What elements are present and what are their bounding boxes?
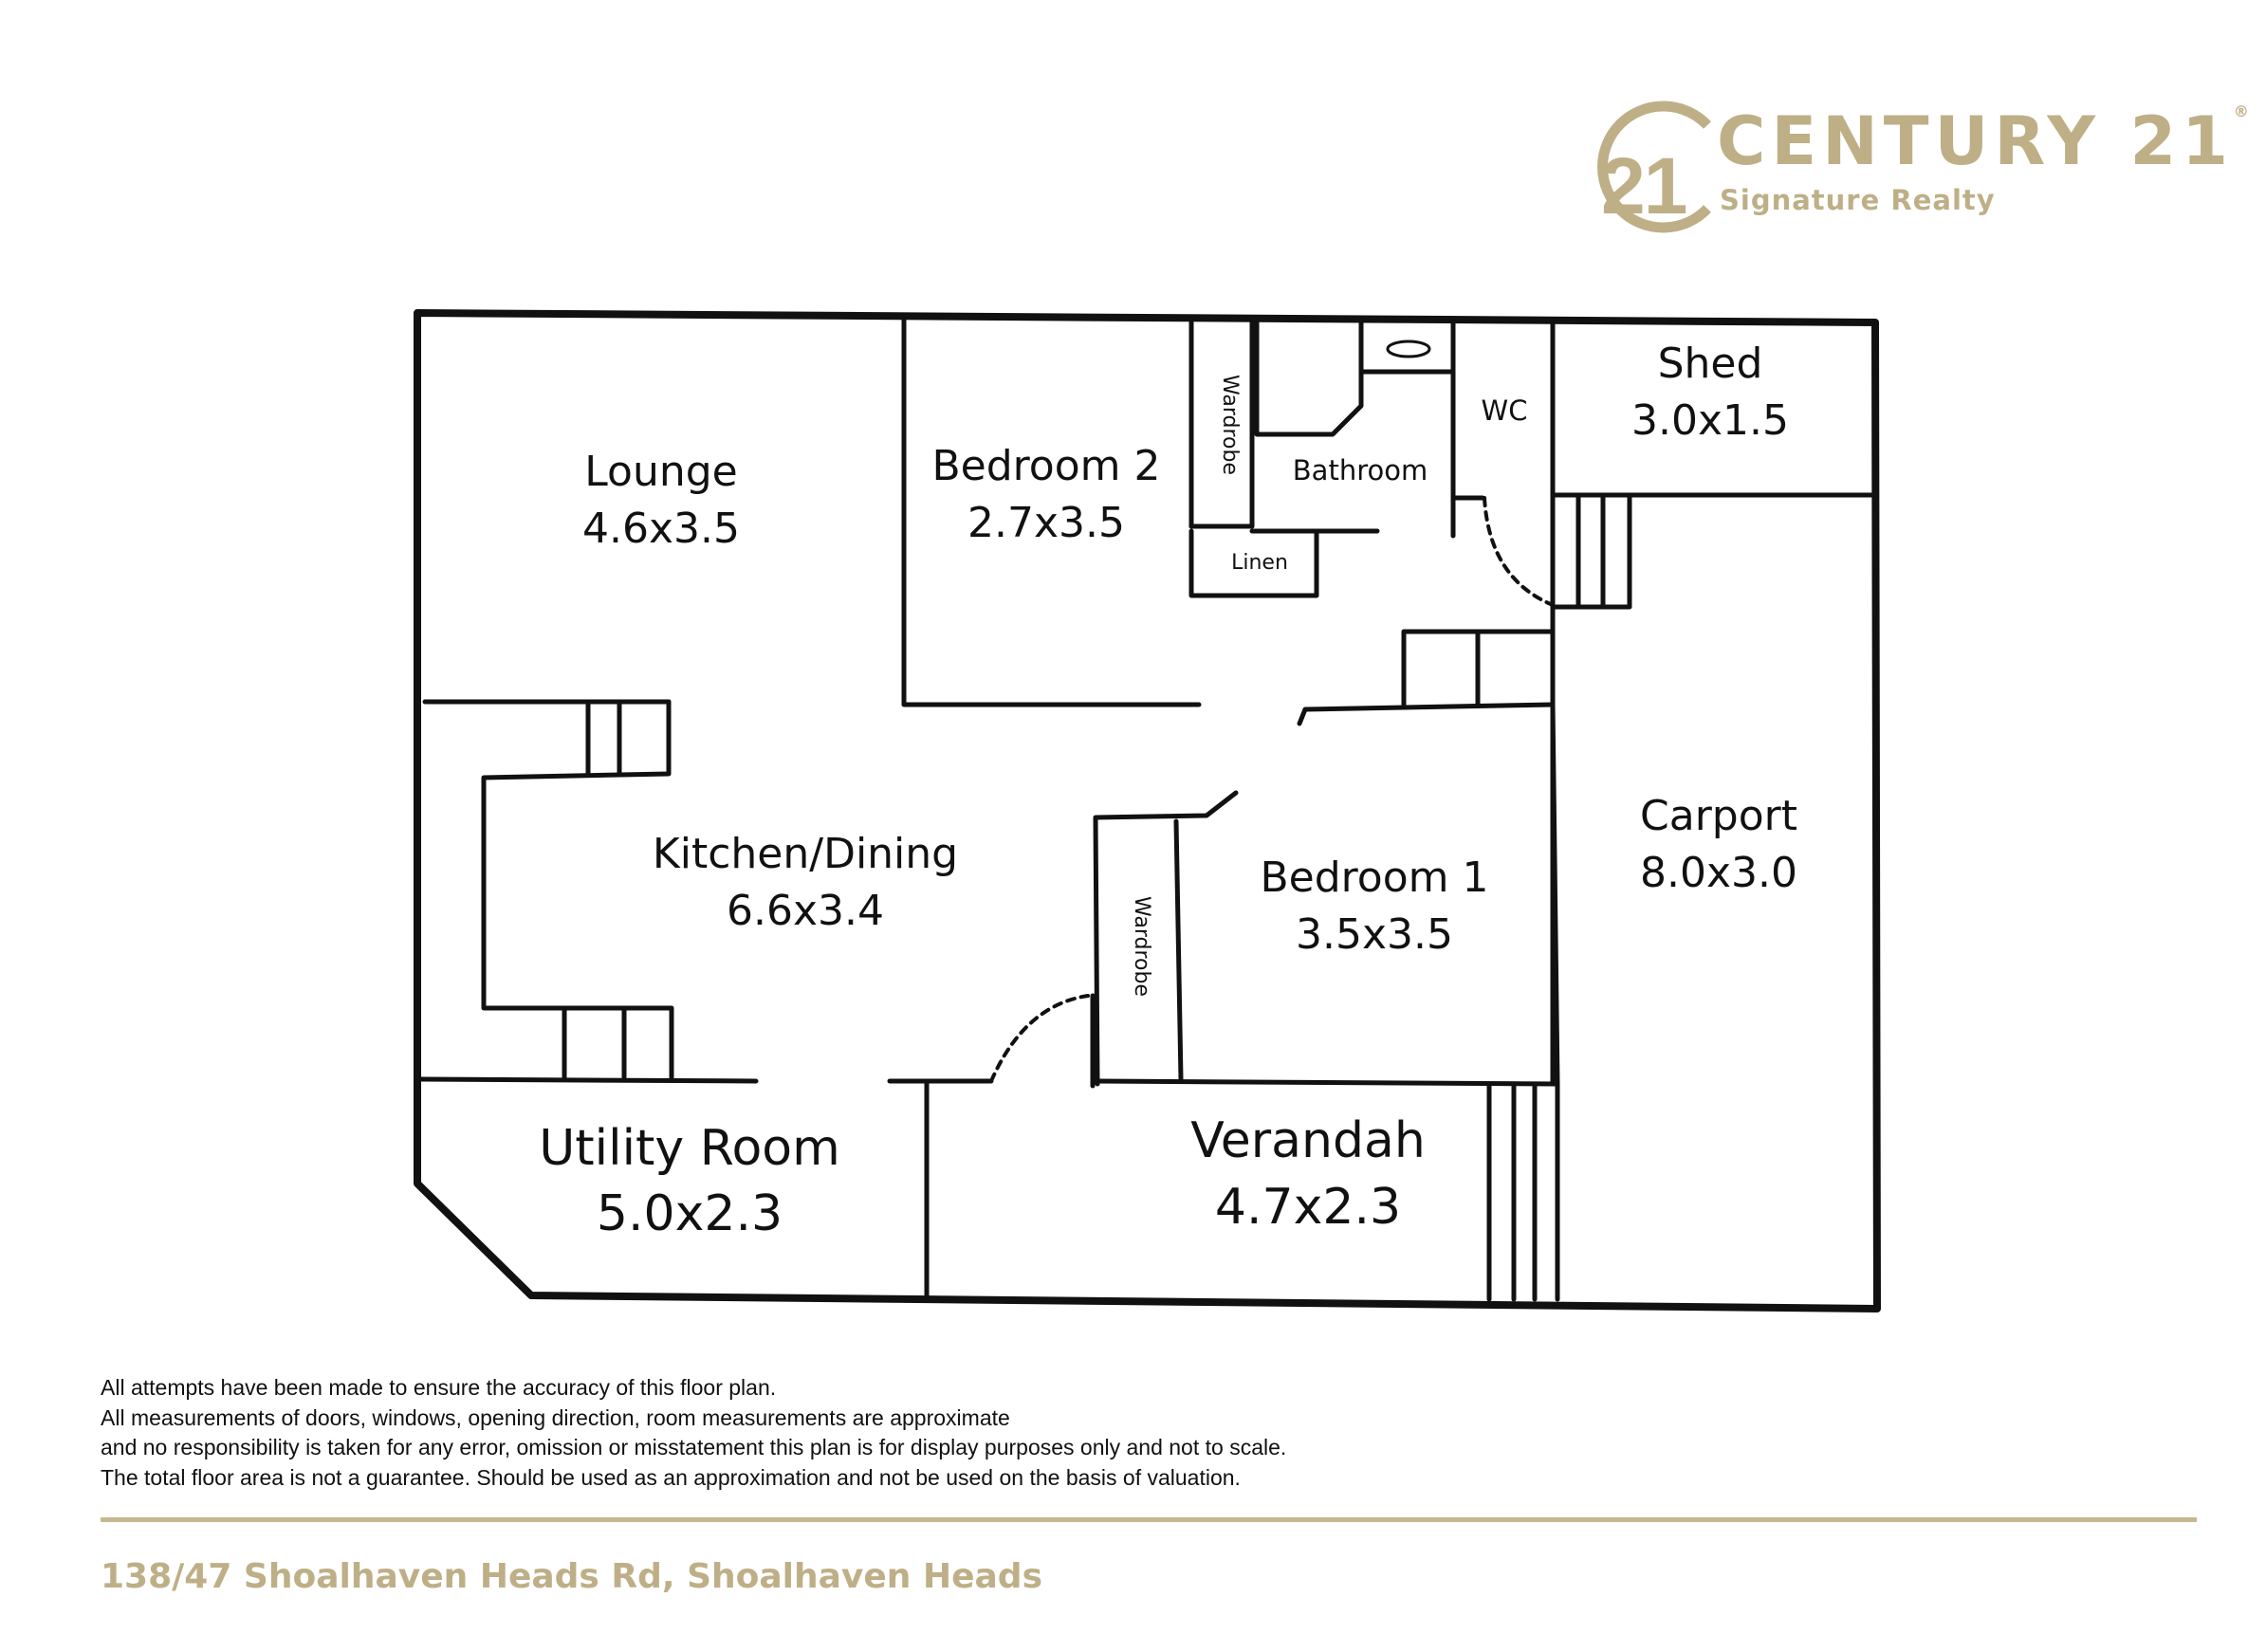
bedroom1-size: 3.5x3.5 [1296, 910, 1453, 959]
verandah-name: Verandah [1190, 1112, 1426, 1169]
wardrobe-mid-label: Wardrobe [1130, 896, 1153, 997]
basin-icon [1388, 341, 1429, 357]
disclaimer [101, 1373, 1286, 1493]
utility-name: Utility Room [539, 1120, 840, 1177]
door-swings [991, 498, 1553, 1081]
disclaimer-line: The total floor area is not a guarantee. Should be used as an approximation and not be used on the basis of valuation. [101, 1464, 1241, 1490]
shed-size: 3.0x1.5 [1631, 396, 1789, 445]
utility-size: 5.0x2.3 [596, 1185, 783, 1242]
disclaimer-line: All attempts have been made to ensure the accuracy of this floor plan. [101, 1375, 777, 1400]
carport-name: Carport [1640, 792, 1797, 840]
lounge-name: Lounge [584, 448, 738, 496]
bedroom2-name: Bedroom 2 [931, 442, 1161, 490]
carport-size: 8.0x3.0 [1640, 849, 1797, 897]
property-address: 138/47 Shoalhaven Heads Rd, Shoalhaven Heads [101, 1557, 1043, 1596]
brand-name-text: CENTURY 21 [1717, 102, 2234, 180]
room-labels [539, 340, 1797, 1242]
verandah-size: 4.7x2.3 [1214, 1179, 1402, 1236]
kitchen-dining-name: Kitchen/Dining [652, 830, 959, 878]
logo-number: 21 [1601, 141, 1686, 230]
bathroom-label: Bathroom [1292, 454, 1428, 486]
disclaimer-line: and no responsibility is taken for any error, omission or misstatement this plan is for display purposes only and not to scale. [101, 1435, 1287, 1459]
wc-label: WC [1481, 395, 1528, 427]
wardrobe-top-label: Wardrobe [1218, 375, 1242, 475]
shed-name: Shed [1657, 340, 1763, 388]
bedroom2-size: 2.7x3.5 [967, 499, 1125, 547]
disclaimer-line: All measurements of doors, windows, opening direction, room measurements are approximate [101, 1404, 1010, 1430]
lounge-size: 4.6x3.5 [582, 505, 740, 553]
divider [101, 1517, 2197, 1522]
office-name: Signature Realty [1720, 184, 1996, 216]
linen-label: Linen [1231, 551, 1288, 575]
registered-mark: ® [2233, 102, 2249, 120]
kitchen-dining-size: 6.6x3.4 [727, 887, 884, 935]
bedroom1-name: Bedroom 1 [1260, 854, 1489, 902]
